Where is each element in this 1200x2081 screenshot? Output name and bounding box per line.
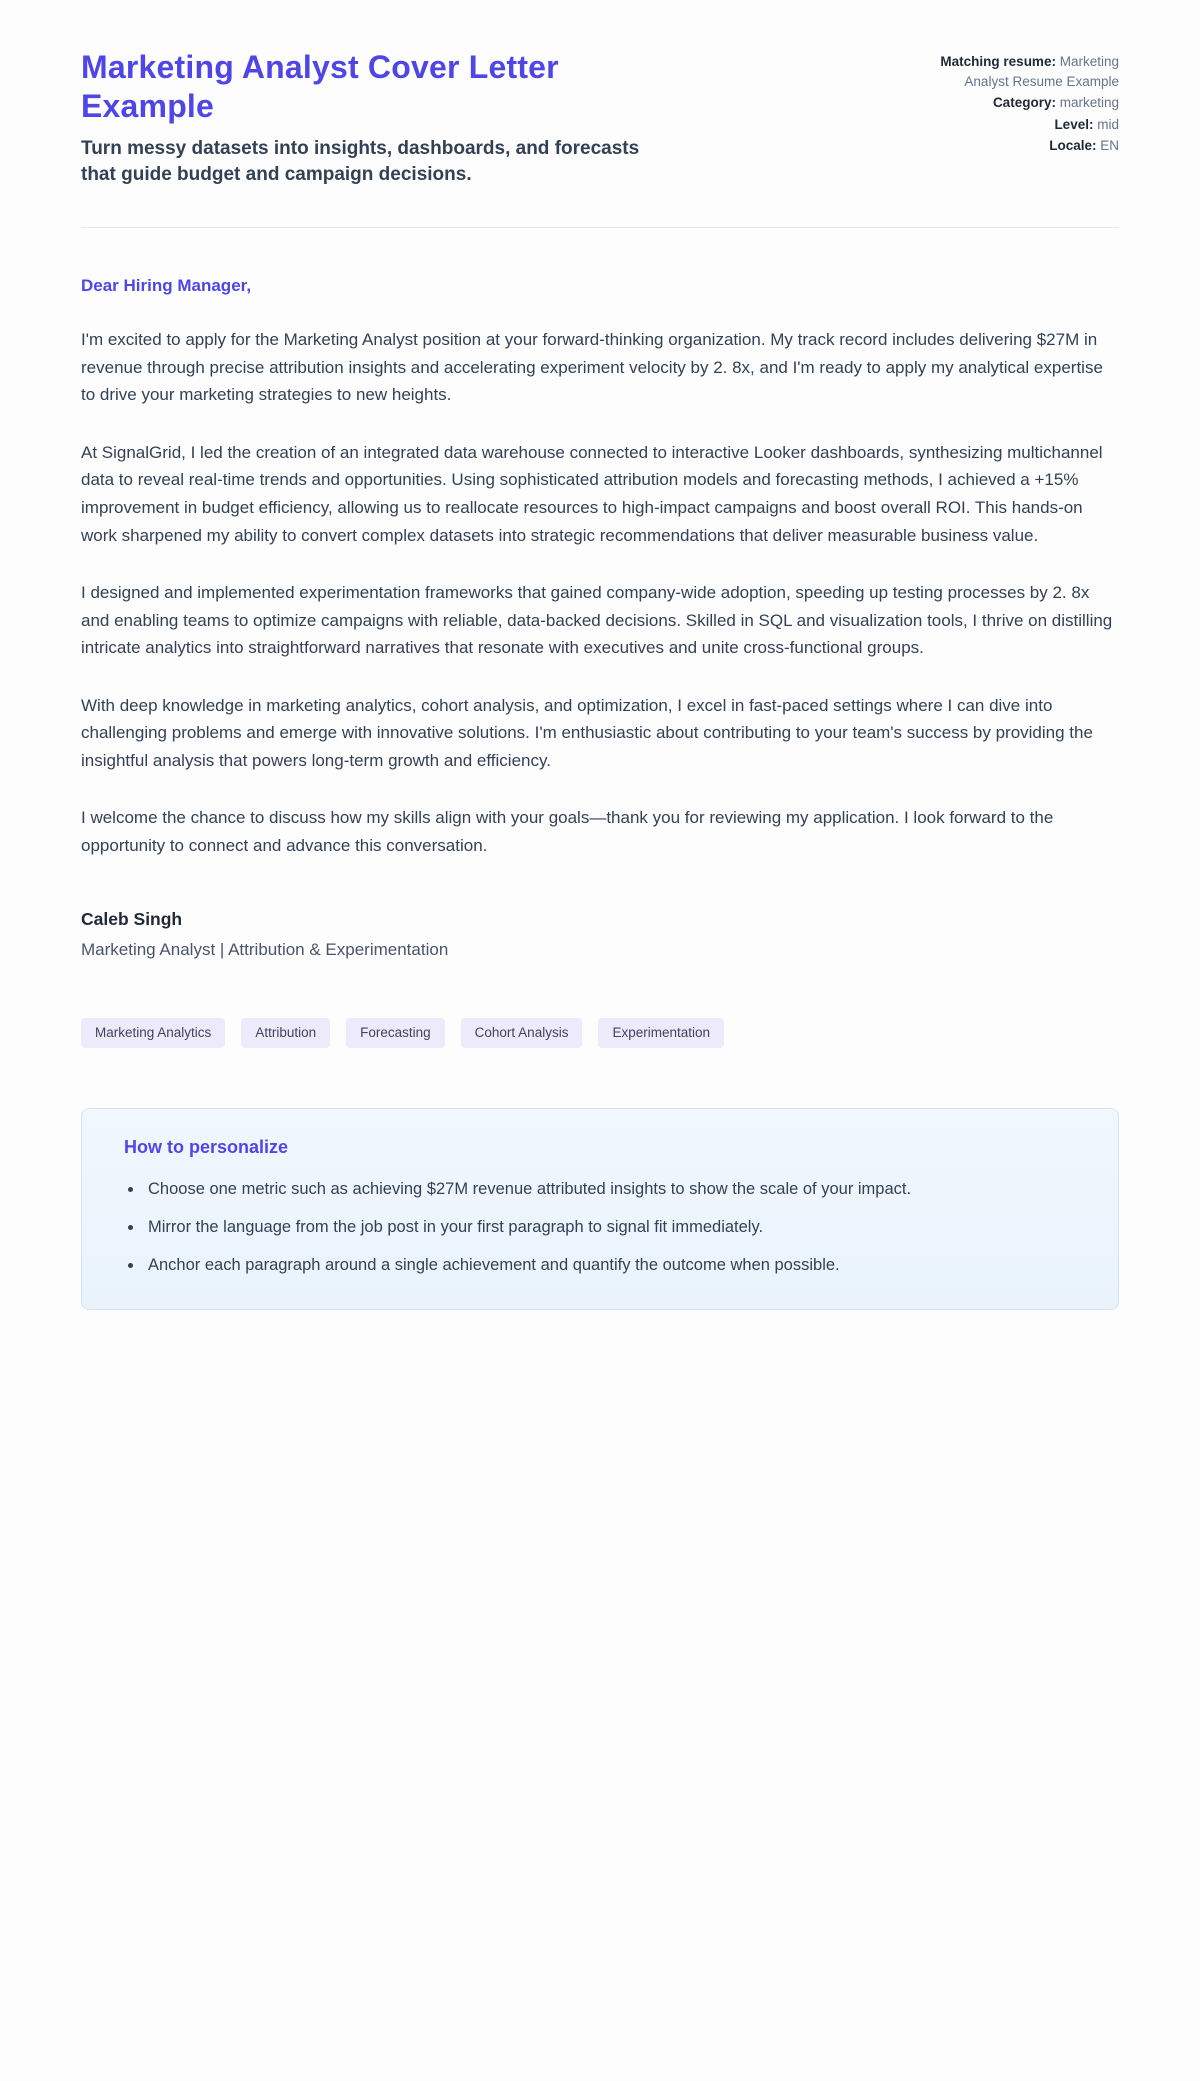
letter-paragraph: At SignalGrid, I led the creation of an integrated data warehouse connected to interactive Looker dashboards, synthesizing multichannel data to reveal real-time trends and opportunities. Using sophisticated attribution models and forecasting methods, I achieved a +15% improvement in budget efficiency, allowing us to reallocate resources to high-impact campaigns and boost overall ROI. This hands-on work sharpened my ability to convert complex datasets into strategic recommendations that deliver measurable business value. bbox=[81, 442, 1103, 545]
signature-title: Marketing Analyst | Attribution & Experimentation bbox=[81, 940, 449, 960]
tip-item: • Choose one metric such as achieving $27M revenue attributed insights to show the scale of your impact. bbox=[144, 1176, 1092, 1203]
tips-title: How to personalize bbox=[124, 1136, 289, 1157]
page-header bbox=[81, 48, 1119, 187]
meta-matching-resume-label: Matching resume: bbox=[940, 54, 1056, 69]
header-title-block bbox=[81, 48, 641, 187]
header-divider bbox=[81, 227, 1119, 228]
letter-paragraph: I'm excited to apply for the Marketing Analyst position at your forward-thinking organization. My track record includes delivering $27M in revenue through precise attribution insights and accelerating experiment velocity by 2. 8x, and I'm ready to apply my analytical expertise to drive your marketing strategies to new heights. bbox=[81, 330, 1103, 405]
page-subtitle: Turn messy datasets into insights, dashboards, and forecasts that guide budget and campaign decisions. bbox=[81, 138, 640, 185]
meta-locale-value: EN bbox=[1100, 138, 1119, 154]
tag-list bbox=[81, 1018, 1119, 1048]
meta-locale bbox=[919, 136, 1119, 156]
meta-matching-resume bbox=[919, 52, 1119, 91]
tip-item: • Mirror the language from the job post in your first paragraph to signal fit immediately. bbox=[144, 1214, 1092, 1241]
personalize-tips-box bbox=[81, 1108, 1119, 1311]
signature-block bbox=[81, 909, 1119, 960]
meta-category-label: Category: bbox=[992, 95, 1056, 111]
meta-matching-resume-value: Marketing Analyst Resume Example bbox=[964, 54, 1119, 89]
meta-category-value: marketing bbox=[1059, 95, 1119, 111]
letter-salutation: Dear Hiring Manager, bbox=[81, 276, 252, 296]
page-title: Marketing Analyst Cover Letter Example bbox=[81, 49, 559, 125]
tip-item: • Anchor each paragraph around a single achievement and quantify the outcome when possible. bbox=[144, 1252, 1092, 1279]
meta-level-value: mid bbox=[1097, 116, 1119, 132]
cover-letter-body bbox=[81, 276, 1119, 859]
meta-level-label: Level: bbox=[1054, 116, 1094, 132]
meta-panel bbox=[919, 48, 1119, 158]
letter-paragraph: I welcome the chance to discuss how my skills align with your goals—thank you for reviewing my application. I look forward to the opportunity to connect and advance this conversation. bbox=[81, 808, 1054, 855]
tag-pill: Attribution bbox=[241, 1018, 330, 1048]
page-container bbox=[81, 0, 1119, 1310]
tips-list bbox=[108, 1176, 1092, 1280]
tag-pill: Cohort Analysis bbox=[461, 1018, 583, 1048]
tag-pill: Experimentation bbox=[598, 1018, 724, 1048]
signature-name: Caleb Singh bbox=[81, 909, 183, 930]
meta-level bbox=[919, 115, 1119, 135]
tag-pill: Forecasting bbox=[346, 1018, 445, 1048]
letter-paragraph: I designed and implemented experimentation frameworks that gained company-wide adoption, speeding up testing processes by 2. 8x and enabling teams to optimize campaigns with reliable, data-backed decisions. Skilled in SQL and visualization tools, I thrive on distilling intricate analytics into straightforward narratives that resonate with executives and unite cross-functional groups. bbox=[81, 583, 1113, 658]
letter-paragraph: With deep knowledge in marketing analytics, cohort analysis, and optimization, I excel in fast-paced settings where I can dive into challenging problems and emerge with innovative solutions. I'm enthusiastic about contributing to your team's success by providing the insightful analysis that powers long-term growth and efficiency. bbox=[81, 695, 1093, 770]
tag-pill: Marketing Analytics bbox=[81, 1018, 225, 1048]
meta-category bbox=[919, 93, 1119, 113]
meta-locale-label: Locale: bbox=[1049, 138, 1097, 154]
